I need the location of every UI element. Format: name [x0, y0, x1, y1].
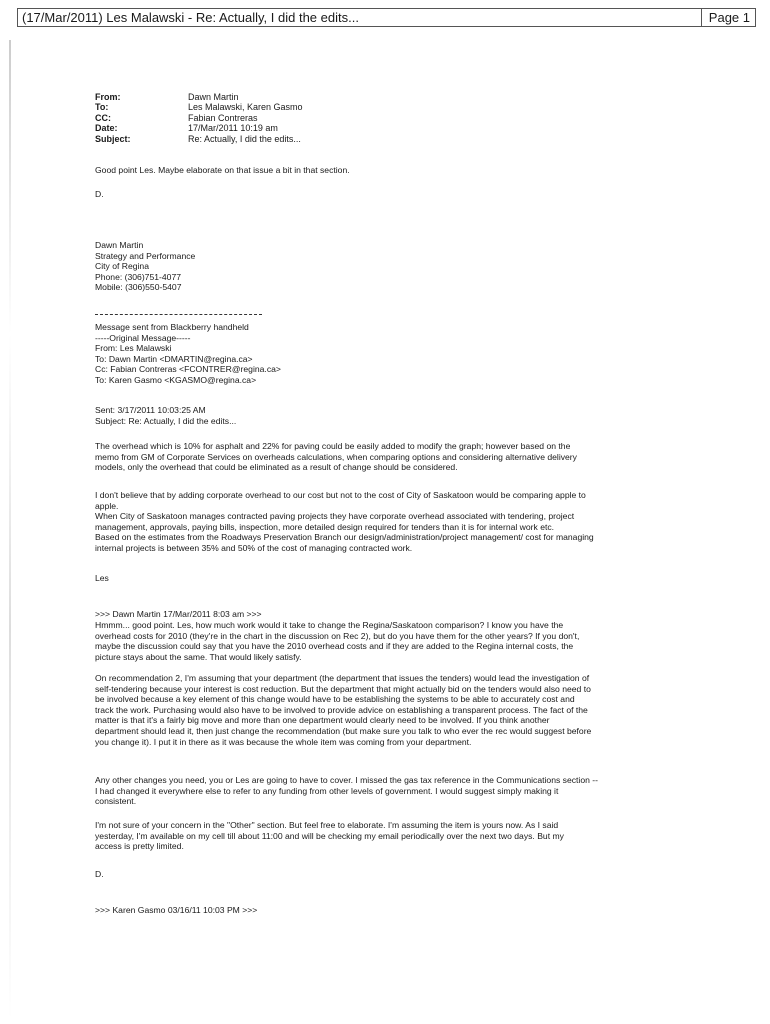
- meta-value: Les Malawski, Karen Gasmo: [188, 102, 303, 113]
- meta-label: From:: [95, 92, 121, 102]
- reply-body: Good point Les. Maybe elaborate on that issue a bit in that section.: [95, 165, 350, 175]
- signoff-text: Les: [95, 573, 109, 583]
- meta-label: To:: [95, 102, 109, 113]
- subject-line: Subject: Re: Actually, I did the edits...: [95, 415, 237, 426]
- text-line: you change it). I put it in there as it was because the whole item was coming from your department.: [95, 736, 472, 747]
- meta-value: Re: Actually, I did the edits...: [188, 133, 301, 144]
- header-line: From: Les Malawski: [95, 343, 172, 354]
- meta-value: 17/Mar/2011 10:19 am: [188, 123, 278, 134]
- signature-line: Strategy and Performance: [95, 250, 196, 261]
- reply-text: [95, 165, 675, 176]
- les-signoff: [95, 573, 675, 584]
- text-line: self-tendering because your interest is cost reduction. But the department that might actually bid on the tenders would also need to: [95, 683, 591, 694]
- paragraph-other-section: [95, 820, 675, 852]
- text-line: Hmmm... good point. Les, how much work would it take to change the Regina/Saskatoon comparison? I know you have the: [95, 620, 564, 630]
- text-line: On recommendation 2, I'm assuming that your department (the department that issues the tenders) would lead the investigation of: [95, 673, 590, 683]
- text-line: matter is that it's a fairly big move and more than one department would clearly need to be involved. If you think another: [95, 715, 550, 726]
- scan-edge-artifact: [9, 40, 11, 1020]
- meta-row-from: [95, 92, 303, 102]
- quoted-header: [95, 609, 675, 620]
- header-line: To: Karen Gasmo <KGASMO@regina.ca>: [95, 374, 257, 385]
- signature-line: Mobile: (306)550-5407: [95, 282, 182, 293]
- signature-line: City of Regina: [95, 261, 149, 272]
- paragraph-recommendation: [95, 673, 675, 747]
- text-line: The overhead which is 10% for asphalt and 22% for paving could be easily added to modify the graph; however based on the: [95, 441, 571, 451]
- text-line: apple.: [95, 500, 119, 511]
- meta-label: Subject:: [95, 133, 131, 144]
- text-line: picture stays about the same. That would likely satisfy.: [95, 651, 302, 662]
- header-line: -----Original Message-----: [95, 332, 191, 343]
- text-line: When City of Saskatoon manages contracted paving projects they have corporate overhead associated with tendering, project: [95, 511, 575, 522]
- text-line: I don't believe that by adding corporate overhead to our cost but not to the cost of City of Saskatoon would be comparing apple to: [95, 490, 586, 500]
- paragraph-changes: [95, 775, 675, 807]
- text-line: management, approvals, paying bills, inspection, more detailed design required for tenders than it is for internal work etc.: [95, 521, 555, 532]
- reply-initial-text: D.: [95, 189, 104, 199]
- quote-header-text: >>> Dawn Martin 17/Mar/2011 8:03 am >>>: [95, 609, 262, 619]
- document-title: (17/Mar/2011) Les Malawski - Re: Actually, I did the edits...: [22, 10, 359, 25]
- meta-row-cc: [95, 113, 303, 123]
- text-line: be involved because a key element of this change would have to be establishing the systems to be able to accurately cost and: [95, 694, 575, 705]
- text-line: I'm not sure of your concern in the "Other" section. But feel free to elaborate. I'm assuming the item is yours now. As I said: [95, 820, 559, 830]
- text-line: overhead costs for 2010 (they're in the chart in the discussion on Rec 2), but do you have them for the other years? If you don't,: [95, 630, 580, 641]
- sent-info: [95, 405, 675, 426]
- signature-line: Dawn Martin: [95, 240, 144, 250]
- text-line: consistent.: [95, 796, 137, 807]
- meta-label: Date:: [95, 123, 118, 134]
- original-message-header: [95, 322, 675, 386]
- document-header-bar: [17, 8, 756, 27]
- paragraph-saskatoon: [95, 490, 675, 554]
- meta-value: Dawn Martin: [188, 92, 239, 102]
- signature-block: [95, 240, 675, 293]
- text-line: models, only the overhead that could be eliminated as a result of change should be considered.: [95, 462, 458, 473]
- header-line: Message sent from Blackberry handheld: [95, 322, 249, 332]
- final-initial: [95, 869, 675, 880]
- quoted-header-2: [95, 905, 675, 916]
- text-line: memo from GM of Corporate Services on overheads calculations, when comparing options and considering alternative delivery: [95, 451, 577, 462]
- header-divider: [701, 9, 702, 26]
- text-line: Any other changes you need, you or Les are going to have to cover. I missed the gas tax reference in the Communications section --: [95, 775, 599, 785]
- signature-line: Phone: (306)751-4077: [95, 271, 182, 282]
- page-number: Page 1: [708, 10, 750, 25]
- meta-value: Fabian Contreras: [188, 112, 258, 123]
- text-line: maybe the discussion could say that you have the 2010 overhead costs and if they are added to the Regina internal costs, the: [95, 641, 574, 652]
- text-line: department should lead it, then just change the recommendation (but make sure you talk to who ever the rec would suggest before: [95, 725, 592, 736]
- final-initial-text: D.: [95, 869, 104, 879]
- separator-line: [95, 314, 262, 315]
- quote-header-text: >>> Karen Gasmo 03/16/11 10:03 PM >>>: [95, 905, 258, 915]
- sent-line: Sent: 3/17/2011 10:03:25 AM: [95, 405, 206, 415]
- email-metadata: [95, 92, 303, 144]
- text-line: access is pretty limited.: [95, 841, 184, 852]
- text-line: Based on the estimates from the Roadways Preservation Branch our design/administration/project management/ cost for managing: [95, 532, 594, 543]
- text-line: yesterday, I'm available on my cell till about 11:00 and will be checking my email periodically over the next two days. But my: [95, 830, 564, 841]
- paragraph-comparison: [95, 620, 675, 662]
- reply-initial: [95, 189, 675, 200]
- header-line: To: Dawn Martin <DMARTIN@regina.ca>: [95, 353, 253, 364]
- text-line: I had changed it everywhere else to refer to any funding from other levels of government. I would suggest simply making it: [95, 785, 559, 796]
- text-line: internal projects is between 35% and 50% of the cost of managing contracted work.: [95, 542, 413, 553]
- meta-row-to: [95, 102, 303, 112]
- header-line: Cc: Fabian Contreras <FCONTRER@regina.ca>: [95, 364, 281, 375]
- meta-row-date: [95, 123, 303, 133]
- meta-row-subject: [95, 134, 303, 144]
- paragraph-overhead: [95, 441, 675, 473]
- text-line: track the work. Purchasing would also have to be involved to provide advice on establishing a transparent process. The fact of the: [95, 704, 588, 715]
- meta-label: CC:: [95, 112, 111, 123]
